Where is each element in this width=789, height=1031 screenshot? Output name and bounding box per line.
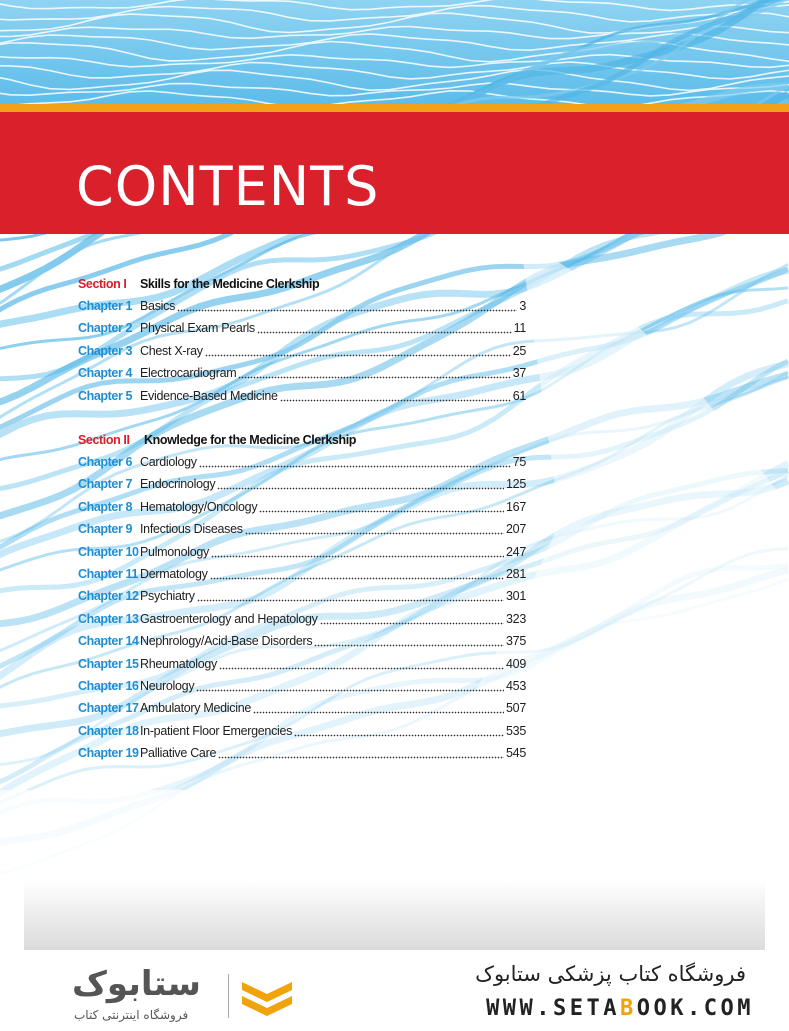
section-label: Section I xyxy=(78,277,127,291)
url-part: OOK.COM xyxy=(636,996,754,1021)
chapter-title: Gastroenterology and Hepatology xyxy=(140,611,318,626)
orange-stripe xyxy=(0,104,789,112)
setabook-logo xyxy=(58,964,308,1024)
toc-entry[interactable] xyxy=(78,566,526,582)
dot-leader xyxy=(211,546,504,558)
toc-entry[interactable] xyxy=(78,700,526,716)
chapter-title: Psychiatry xyxy=(140,589,195,604)
dot-leader xyxy=(199,456,511,468)
shop-url[interactable] xyxy=(406,996,754,1021)
chapter-title: Pulmonology xyxy=(140,544,209,559)
chapter-label: Chapter 8 xyxy=(78,499,133,514)
dot-leader xyxy=(217,478,504,490)
chapter-page-number: 409 xyxy=(506,656,526,671)
chapter-title: Rheumatology xyxy=(140,656,218,671)
shop-name: فروشگاه کتاب پزشکی ستابوک xyxy=(475,962,746,986)
chapter-title: Physical Exam Pearls xyxy=(140,321,255,336)
dot-leader xyxy=(245,523,504,535)
toc-entry[interactable] xyxy=(78,365,526,381)
chapter-page-number: 37 xyxy=(512,366,526,381)
chapter-page-number: 453 xyxy=(506,679,526,693)
chapter-title: Neurology xyxy=(140,679,195,693)
toc-entry[interactable] xyxy=(78,454,526,470)
chapter-page-number: 167 xyxy=(506,499,526,514)
toc-entry[interactable] xyxy=(78,588,526,604)
dot-leader xyxy=(259,501,504,513)
chapter-label: Chapter 13 xyxy=(78,611,139,626)
chapter-title: Nephrology/Acid-Base Disorders xyxy=(140,634,313,649)
section-heading xyxy=(78,276,319,292)
chapter-label: Chapter 18 xyxy=(78,723,139,738)
toc-entry[interactable] xyxy=(78,611,526,627)
toc-entry[interactable] xyxy=(78,388,526,404)
chapter-label: Chapter 19 xyxy=(78,746,139,761)
url-accent-letter: B xyxy=(620,996,637,1021)
chapter-title: Evidence-Based Medicine xyxy=(140,388,278,403)
toc-entry[interactable] xyxy=(78,499,526,515)
chapter-label: Chapter 10 xyxy=(78,544,139,559)
chapter-label: Chapter 16 xyxy=(78,679,139,693)
toc-entry[interactable] xyxy=(78,476,526,492)
dot-leader xyxy=(177,300,517,312)
chapter-page-number: 25 xyxy=(512,343,526,358)
chapter-title: Hematology/Oncology xyxy=(140,499,258,514)
chapter-title: Dermatology xyxy=(140,567,208,581)
chapter-label: Chapter 12 xyxy=(78,589,139,604)
toc-entry[interactable] xyxy=(78,723,526,739)
logo-divider xyxy=(228,974,229,1018)
chapter-page-number: 507 xyxy=(506,701,526,716)
chapter-title: Infectious Diseases xyxy=(140,522,243,537)
logo-text: ستابوک xyxy=(72,964,201,1004)
chapter-label: Chapter 2 xyxy=(78,321,133,336)
chapter-label: Chapter 15 xyxy=(78,656,139,671)
section-heading xyxy=(78,432,356,448)
chapter-title: Electrocardiogram xyxy=(140,366,237,381)
toc-entry[interactable] xyxy=(78,298,526,314)
url-part: WWW.SETA xyxy=(486,996,621,1021)
chapter-title: Ambulatory Medicine xyxy=(140,701,252,716)
chapter-page-number: 375 xyxy=(506,634,526,649)
toc-entry[interactable] xyxy=(78,656,526,672)
chapter-page-number: 61 xyxy=(512,388,526,403)
chapter-page-number: 207 xyxy=(506,522,526,537)
chapter-title: Chest X-ray xyxy=(140,343,203,358)
toc-entry[interactable] xyxy=(78,320,526,336)
dot-leader xyxy=(197,590,504,602)
chapter-page-number: 535 xyxy=(506,723,526,738)
toc-entry[interactable] xyxy=(78,745,526,761)
dot-leader xyxy=(294,725,504,737)
chapter-page-number: 301 xyxy=(506,589,526,604)
chapter-label: Chapter 4 xyxy=(78,366,133,381)
chapter-title: Endocrinology xyxy=(140,477,216,492)
chapter-label: Chapter 11 xyxy=(78,567,138,581)
section-title: Skills for the Medicine Clerkship xyxy=(140,277,320,291)
logo-subtitle: فروشگاه اینترنتی کتاب xyxy=(74,1008,189,1022)
bottom-shadow xyxy=(24,880,765,950)
chapter-label: Chapter 14 xyxy=(78,634,139,649)
dot-leader xyxy=(253,702,504,714)
dot-leader xyxy=(205,345,511,357)
chapter-label: Chapter 5 xyxy=(78,388,133,403)
chapter-page-number: 75 xyxy=(512,455,526,469)
toc-entry[interactable] xyxy=(78,544,526,560)
chapter-page-number: 125 xyxy=(506,477,526,492)
chapter-page-number: 545 xyxy=(506,746,526,761)
toc-entry[interactable] xyxy=(78,343,526,359)
footer xyxy=(0,950,789,1031)
chapter-label: Chapter 1 xyxy=(78,299,133,313)
chapter-page-number: 323 xyxy=(506,611,526,626)
dot-leader xyxy=(314,635,504,647)
dot-leader xyxy=(238,367,510,379)
chapter-label: Chapter 9 xyxy=(78,522,133,537)
chapter-page-number: 11 xyxy=(513,321,526,336)
section-label: Section II xyxy=(78,433,130,447)
chapter-page-number: 247 xyxy=(506,544,526,559)
chapter-page-number: 3 xyxy=(519,299,526,313)
dot-leader xyxy=(210,568,504,580)
chapter-label: Chapter 17 xyxy=(78,701,139,716)
toc-entry[interactable] xyxy=(78,678,526,694)
chapter-title: Basics xyxy=(140,299,176,313)
dot-leader xyxy=(218,747,504,759)
page-title: CONTENTS xyxy=(76,155,380,218)
dot-leader xyxy=(196,680,504,692)
chevron-stack-icon xyxy=(238,976,296,1022)
section-title: Knowledge for the Medicine Clerkship xyxy=(144,433,357,447)
dot-leader xyxy=(219,658,504,670)
chapter-label: Chapter 7 xyxy=(78,477,133,492)
chapter-label: Chapter 3 xyxy=(78,343,133,358)
chapter-page-number: 281 xyxy=(506,567,526,581)
dot-leader xyxy=(280,390,511,402)
dot-leader xyxy=(257,322,512,334)
toc-entry[interactable] xyxy=(78,521,526,537)
chapter-title: Cardiology xyxy=(140,455,197,469)
chapter-title: Palliative Care xyxy=(140,746,217,761)
toc-entry[interactable] xyxy=(78,633,526,649)
dot-leader xyxy=(320,613,504,625)
chapter-label: Chapter 6 xyxy=(78,455,133,469)
chapter-title: In-patient Floor Emergencies xyxy=(140,723,293,738)
